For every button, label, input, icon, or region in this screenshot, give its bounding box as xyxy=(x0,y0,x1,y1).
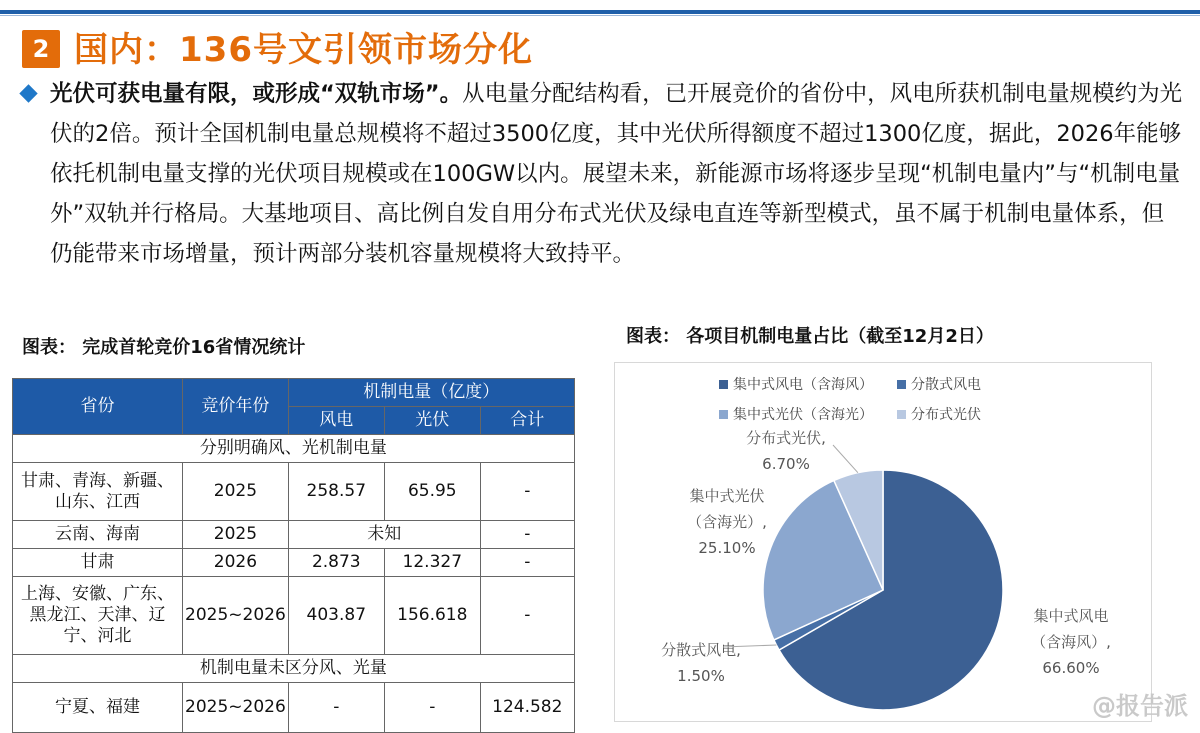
cell-total: - xyxy=(480,463,574,521)
pie-chart-panel xyxy=(614,362,1152,722)
slice-name-label: 集中式风电 xyxy=(1033,607,1109,625)
legend-label: 集中式光伏（含海光） xyxy=(733,407,873,423)
slice-value-label: 66.60% xyxy=(1042,659,1100,677)
cell-total: - xyxy=(480,549,574,577)
cell-year: 2025~2026 xyxy=(183,683,289,733)
cell-year: 2025 xyxy=(183,463,289,521)
chart-caption: 图表： 各项目机制电量占比（截至12月2日） xyxy=(626,326,994,347)
legend-swatch xyxy=(897,410,906,419)
legend-swatch xyxy=(897,380,906,389)
header-rule-thin xyxy=(0,15,1200,16)
header-year: 竞价年份 xyxy=(183,379,289,435)
cell-total: 124.582 xyxy=(480,683,574,733)
header-total: 合计 xyxy=(480,407,574,435)
cell-year: 2026 xyxy=(183,549,289,577)
legend-swatch xyxy=(719,410,728,419)
slice-value-label: 25.10% xyxy=(698,539,756,557)
cell-total: - xyxy=(480,577,574,655)
section-number-badge: 2 xyxy=(22,30,60,68)
cell-pv: 156.618 xyxy=(384,577,480,655)
legend-label: 分散式风电 xyxy=(911,377,981,393)
slice-name-label: （含海风）, xyxy=(1031,633,1111,651)
header-mechanism-volume: 机制电量（亿度） xyxy=(288,379,574,407)
paragraph-body: 从电量分配结构看，已开展竞价的省份中，风电所获机制电量规模约为光伏的2倍。预计全国机制电量总规模将不超过3500亿度，其中光伏所得额度不超过1300亿度，据此，2026年能够依托机制电量支撑的光伏项目规模或在100GW以内。展望未来，新能源市场将逐步呈现“机制电量内”与“机制电量外”双轨并行格局。大基地项目、高比例自发自用分布式光伏及绿电直连等新型模式，虽不属于机制电量体系，但仍能带来市场增量，预计两部分装机容量规模将大致持平。 xyxy=(50,81,1183,267)
table-row xyxy=(13,463,575,521)
cell-province: 宁夏、福建 xyxy=(13,683,183,733)
cell-pv: 65.95 xyxy=(384,463,480,521)
cell-province: 上海、安徽、广东、黑龙江、天津、辽宁、河北 xyxy=(13,577,183,655)
diamond-bullet-icon xyxy=(19,84,37,102)
cell-province: 甘肃 xyxy=(13,549,183,577)
table-row xyxy=(13,521,575,549)
table-row xyxy=(13,549,575,577)
cell-wind: 403.87 xyxy=(288,577,384,655)
legend-swatch xyxy=(719,380,728,389)
cell-province: 甘肃、青海、新疆、山东、江西 xyxy=(13,463,183,521)
cell-wind: 258.57 xyxy=(288,463,384,521)
slice-name-label: 分散式风电, xyxy=(661,641,741,659)
table-caption: 图表： 完成首轮竞价16省情况统计 xyxy=(22,337,306,358)
legend-label: 分布式光伏 xyxy=(911,407,981,423)
header-wind: 风电 xyxy=(288,407,384,435)
cell-wind: - xyxy=(288,683,384,733)
section-row: 机制电量未区分风、光量 xyxy=(13,655,575,683)
header-pv: 光伏 xyxy=(384,407,480,435)
table-row xyxy=(13,577,575,655)
page-title: 国内：136号文引领市场分化 xyxy=(74,30,533,70)
cell-wind: 2.873 xyxy=(288,549,384,577)
cell-year: 2025 xyxy=(183,521,289,549)
cell-pv: 12.327 xyxy=(384,549,480,577)
summary-paragraph xyxy=(50,74,1185,274)
cell-merged: 未知 xyxy=(288,521,480,549)
cell-pv: - xyxy=(384,683,480,733)
leader-line xyxy=(833,445,858,473)
header-rule xyxy=(0,10,1200,14)
slice-value-label: 6.70% xyxy=(762,455,810,473)
slice-name-label: （含海光）, xyxy=(687,513,767,531)
cell-province: 云南、海南 xyxy=(13,521,183,549)
paragraph-lead: 光伏可获电量有限，或形成“双轨市场”。 xyxy=(50,81,463,107)
slice-name-label: 分布式光伏, xyxy=(746,429,826,447)
table-row xyxy=(13,683,575,733)
pie-chart xyxy=(615,363,1151,721)
cell-total: - xyxy=(480,521,574,549)
legend-label: 集中式风电（含海风） xyxy=(733,377,873,393)
header-province: 省份 xyxy=(13,379,183,435)
section-row: 分别明确风、光机制电量 xyxy=(13,435,575,463)
slice-value-label: 1.50% xyxy=(677,667,725,685)
auction-provinces-table xyxy=(12,378,575,733)
watermark: @报告派 xyxy=(1092,692,1188,720)
slice-name-label: 集中式光伏 xyxy=(689,487,765,505)
cell-year: 2025~2026 xyxy=(183,577,289,655)
